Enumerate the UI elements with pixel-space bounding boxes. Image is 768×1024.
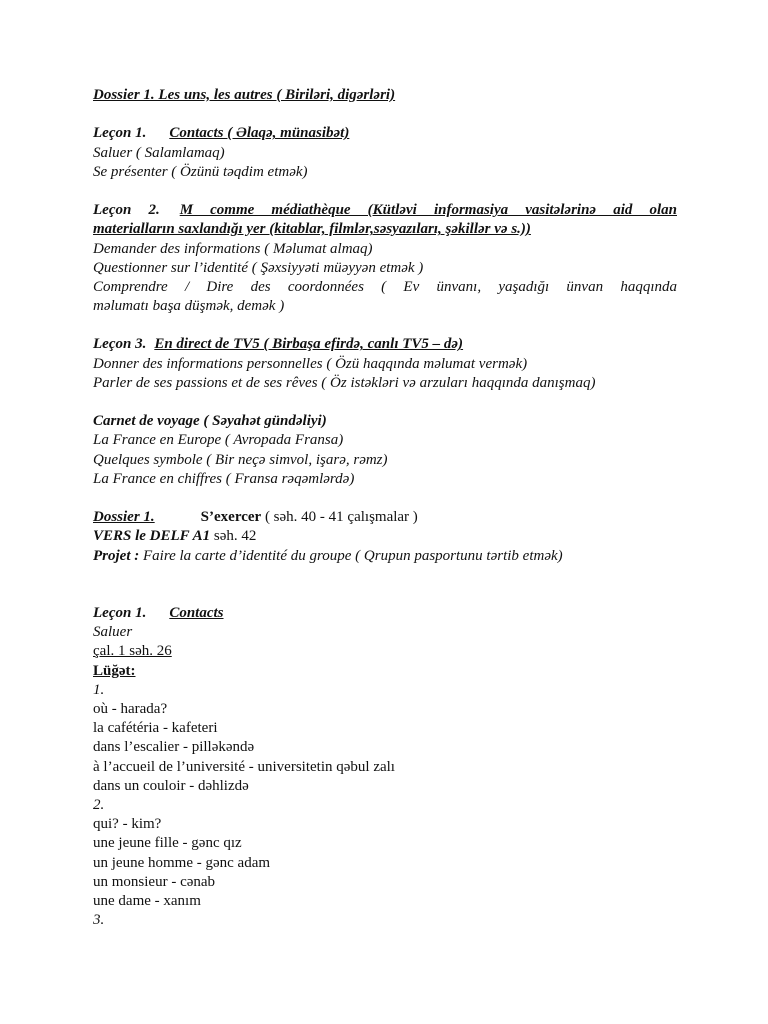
lecon3-title: En direct de TV5 ( Birbaşa efirdə, canlı TV5 – də)	[154, 336, 464, 353]
vocab-item: la cafétéria - kafeteri	[93, 720, 218, 737]
section-number: 3.	[93, 912, 105, 929]
lesson-detail-label: Leçon 1.	[93, 605, 147, 622]
projet-label: Projet :	[93, 547, 140, 564]
lesson-detail-heading	[93, 604, 677, 623]
vocab-item: dans un couloir - dəhlizdə	[93, 777, 249, 794]
vocab-item: une jeune fille - gənc qız	[93, 835, 242, 852]
vocab-heading: Lüğət:	[93, 662, 136, 679]
carnet-title: Carnet de voyage ( Səyahət gündəliyi)	[93, 413, 327, 430]
lecon2-title-line1: M comme médiathèque (Kütləvi informasiya vasitələrinə aid olan	[179, 202, 677, 219]
delf-page: səh. 42	[210, 528, 257, 545]
carnet-item: La France en chiffres ( Fransa rəqəmlərdə)	[93, 470, 355, 487]
lesson-detail-exercise: çal. 1 səh. 26	[93, 643, 172, 660]
section-number: 1.	[93, 681, 105, 698]
lecon1-title: Contacts ( Əlaqə, münasibət)	[169, 125, 350, 142]
lecon1-heading	[93, 124, 677, 143]
document-page	[93, 86, 677, 930]
lecon3-item: Donner des informations personnelles ( Özü haqqında məlumat vermək)	[93, 355, 528, 372]
vocab-item: un jeune homme - gənc adam	[93, 854, 271, 871]
vocab-item: dans l’escalier - pilləkəndə	[93, 739, 255, 756]
lesson-detail-title: Contacts	[169, 605, 224, 622]
projet-line	[93, 547, 677, 566]
vocab-item: à l’accueil de l’université - universitetin qəbul zalı	[93, 758, 395, 775]
spacer	[93, 566, 677, 585]
spacer	[93, 489, 677, 508]
vocab-item: une dame - xanım	[93, 892, 201, 909]
spacer	[93, 182, 677, 201]
delf-line	[93, 527, 677, 546]
carnet-item: La France en Europe ( Avropada Fransa)	[93, 432, 344, 449]
exercer-label: S’exercer	[200, 509, 262, 526]
lecon1-item: Se présenter ( Özünü təqdim etmək)	[93, 163, 308, 180]
vocab-item: un monsieur - cənab	[93, 873, 216, 890]
carnet-item: Quelques symbole ( Bir neçə simvol, işarə, rəmz)	[93, 451, 388, 468]
projet-text: Faire la carte d’identité du groupe ( Qrupun pasportunu tərtib etmək)	[139, 547, 563, 564]
lecon1-item: Saluer ( Salamlamaq)	[93, 144, 225, 161]
lecon3-label: Leçon 3.	[93, 336, 147, 353]
dossier-title: Dossier 1. Les uns, les autres ( Biriləri, digərləri)	[93, 87, 396, 103]
spacer	[93, 316, 677, 335]
lecon3-item: Parler de ses passions et de ses rêves ( Öz istəkləri və arzuları haqqında danışmaq)	[93, 374, 596, 391]
delf-label: VERS le DELF A1	[93, 528, 211, 545]
dossier-summary-label: Dossier 1.	[93, 509, 155, 526]
lecon2-item: Demander des informations ( Məlumat almaq)	[93, 240, 373, 257]
spacer	[93, 393, 677, 412]
exercer-line	[93, 508, 677, 527]
lecon2-label: Leçon 2.	[93, 202, 160, 219]
spacer	[93, 585, 677, 604]
lecon1-label: Leçon 1.	[93, 125, 147, 142]
lecon2-item: Questionner sur l’identité ( Şəxsiyyəti müəyyən etmək )	[93, 259, 424, 276]
exercer-pages: ( səh. 40 - 41 çalışmalar )	[261, 509, 418, 526]
vocab-item: qui? - kim?	[93, 816, 162, 833]
section-number: 2.	[93, 796, 105, 813]
lecon2-item: məlumatı başa düşmək, demək )	[93, 298, 285, 315]
lesson-detail-sub: Saluer	[93, 624, 133, 641]
spacer	[93, 105, 677, 124]
vocab-item: où - harada?	[93, 701, 168, 717]
lecon3-heading	[93, 335, 677, 354]
lecon2-item: Comprendre / Dire des coordonnées ( Ev ünvanı, yaşadığı ünvan haqqında	[93, 278, 677, 295]
lecon2-heading	[93, 201, 677, 220]
lecon2-title-line2: materialların saxlandığı yer (kitablar, filmlər,səsyazıları, şəkillər və s.))	[93, 221, 531, 238]
